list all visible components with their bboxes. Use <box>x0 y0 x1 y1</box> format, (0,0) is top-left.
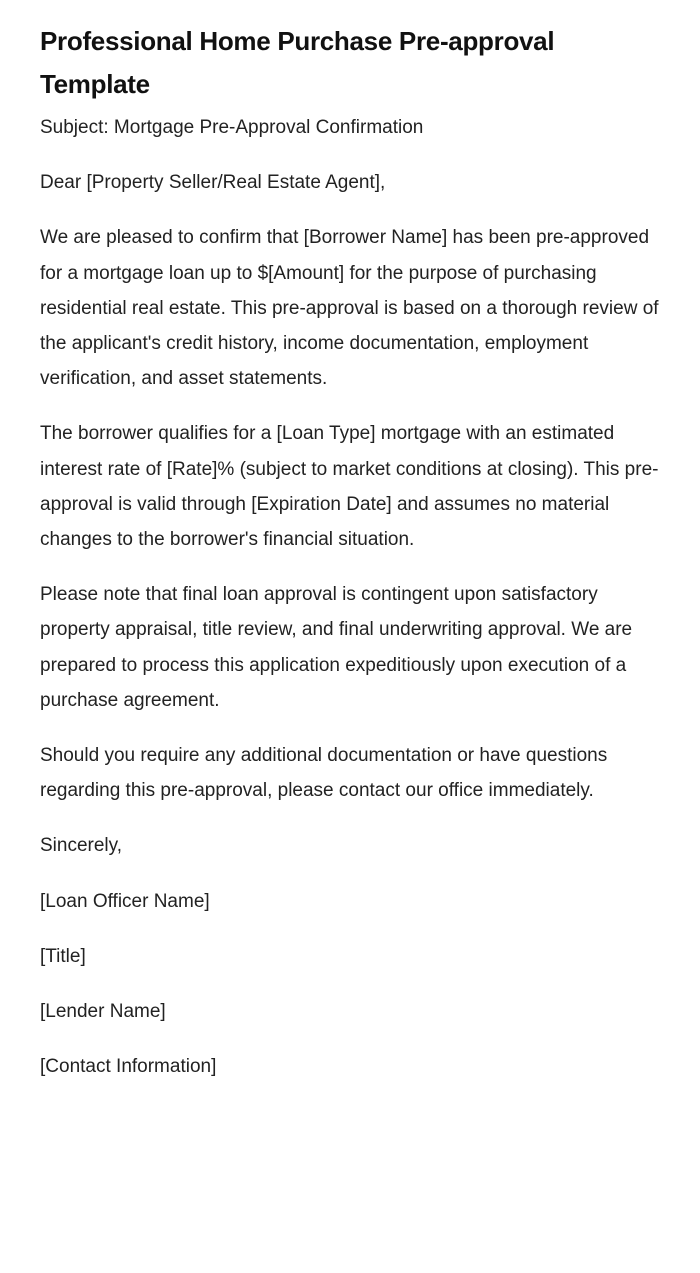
signature-lender-name: [Lender Name] <box>40 1001 166 1023</box>
signature-title: [Title] <box>40 945 86 967</box>
body-paragraph-1: We are pleased to confirm that [Borrower Name] has been pre-approved for a mortgage loan up to $[Amount] for the purpose of purchasing residential real estate. This pre-approval is based on a thorough review of the applicant's credit history, income documentation, employment verification, and asset statements. <box>40 227 659 390</box>
subject-line: Subject: Mortgage Pre-Approval Confirmation <box>40 117 424 138</box>
document-title: Professional Home Purchase Pre-approval Template <box>40 26 555 99</box>
body-paragraph-2: The borrower qualifies for a [Loan Type] mortgage with an estimated interest rate of [Rate]% (subject to market conditions at closing). This pre-approval is valid through [Expiration Date] and assumes no material changes to the borrower's financial situation. <box>40 423 659 551</box>
closing: Sincerely, <box>40 835 123 857</box>
signature-officer-name: [Loan Officer Name] <box>40 890 210 912</box>
signature-contact: [Contact Information] <box>40 1056 217 1078</box>
salutation: Dear [Property Seller/Real Estate Agent], <box>40 172 386 194</box>
body-paragraph-3: Please note that final loan approval is contingent upon satisfactory property appraisal, title review, and final underwriting approval. We are prepared to process this application expeditiously upon execution of a purchase agreement. <box>40 584 633 711</box>
body-paragraph-4: Should you require any additional documentation or have questions regarding this pre-approval, please contact our office immediately. <box>40 745 608 802</box>
